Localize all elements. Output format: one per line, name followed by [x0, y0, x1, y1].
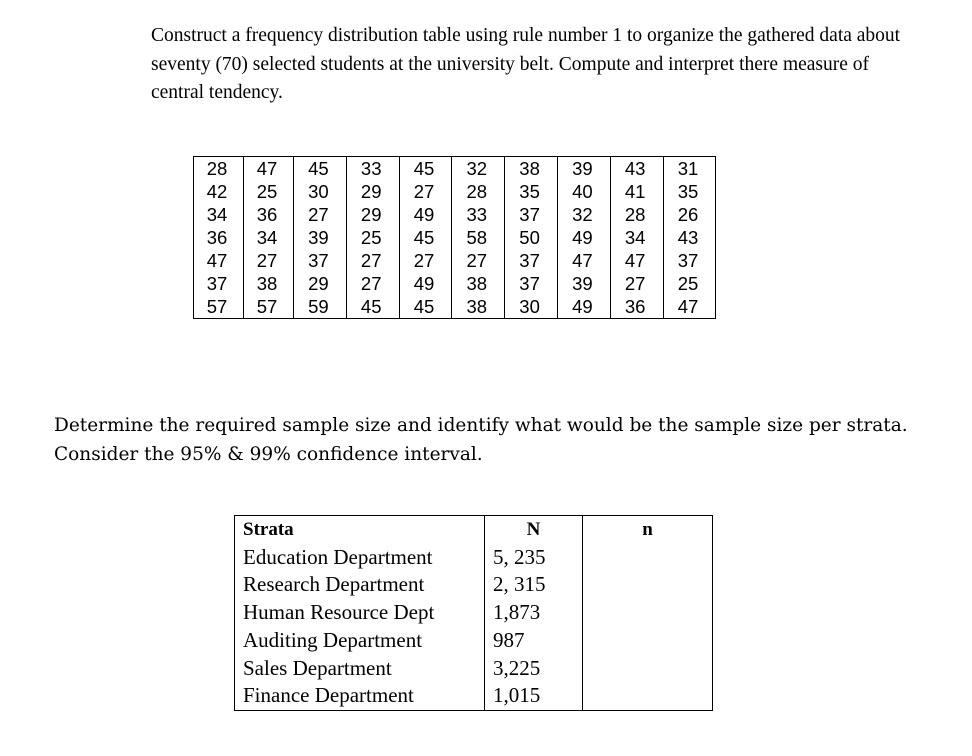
- data-cell: 50: [505, 226, 558, 249]
- data-cell: 27: [294, 203, 347, 226]
- data-row: [194, 295, 716, 319]
- strata-table: [234, 515, 713, 711]
- data-cell: 34: [244, 226, 294, 249]
- data-cell: 28: [194, 157, 244, 181]
- data-row: [194, 157, 716, 181]
- data-cell: 27: [399, 180, 452, 203]
- data-cell: 25: [663, 272, 716, 295]
- data-cell: 35: [505, 180, 558, 203]
- strata-row: [235, 543, 713, 571]
- data-cell: 27: [244, 249, 294, 272]
- data-cell: 38: [244, 272, 294, 295]
- strata-sample: [583, 599, 713, 627]
- strata-population: 3,225: [485, 654, 583, 682]
- data-cell: 47: [663, 295, 716, 319]
- data-cell: 34: [194, 203, 244, 226]
- data-cell: 39: [557, 157, 610, 181]
- strata-name: Sales Department: [235, 654, 485, 682]
- strata-row: [235, 654, 713, 682]
- data-cell: 36: [244, 203, 294, 226]
- data-cell: 42: [194, 180, 244, 203]
- data-cell: 37: [194, 272, 244, 295]
- data-cell: 45: [346, 295, 399, 319]
- strata-sample: [583, 627, 713, 655]
- data-cell: 25: [244, 180, 294, 203]
- student-data-table: [193, 156, 716, 319]
- data-cell: 47: [610, 249, 663, 272]
- data-cell: 45: [399, 157, 452, 181]
- data-cell: 32: [557, 203, 610, 226]
- data-cell: 38: [452, 295, 505, 319]
- data-cell: 25: [346, 226, 399, 249]
- data-cell: 47: [557, 249, 610, 272]
- header-strata: Strata: [235, 516, 485, 544]
- strata-name: Auditing Department: [235, 627, 485, 655]
- data-cell: 30: [505, 295, 558, 319]
- data-cell: 33: [452, 203, 505, 226]
- strata-sample: [583, 543, 713, 571]
- instruction-frequency-distribution: Construct a frequency distribution table using rule number 1 to organize the gathered data about seventy (70) selected students at the university belt. Compute and interpret there measure of central tendency.: [151, 25, 901, 103]
- data-cell: 39: [294, 226, 347, 249]
- strata-name: Human Resource Dept: [235, 599, 485, 627]
- data-cell: 28: [452, 180, 505, 203]
- data-cell: 26: [663, 203, 716, 226]
- data-cell: 37: [663, 249, 716, 272]
- data-cell: 29: [346, 180, 399, 203]
- data-cell: 49: [399, 203, 452, 226]
- strata-population: 5, 235: [485, 543, 583, 571]
- cropped-text-line: [40, 0, 890, 5]
- data-row: [194, 203, 716, 226]
- data-cell: 33: [346, 157, 399, 181]
- data-cell: 49: [557, 226, 610, 249]
- data-cell: 31: [663, 157, 716, 181]
- header-n: n: [583, 516, 713, 544]
- data-cell: 37: [505, 203, 558, 226]
- data-cell: 39: [557, 272, 610, 295]
- data-cell: 45: [399, 226, 452, 249]
- data-cell: 47: [244, 157, 294, 181]
- data-row: [194, 180, 716, 203]
- strata-name: Education Department: [235, 543, 485, 571]
- strata-population: 2, 315: [485, 571, 583, 599]
- data-cell: 58: [452, 226, 505, 249]
- data-cell: 47: [194, 249, 244, 272]
- data-row: [194, 249, 716, 272]
- header-N: N: [485, 516, 583, 544]
- data-cell: 27: [610, 272, 663, 295]
- data-cell: 29: [346, 203, 399, 226]
- instruction-sample-size: Determine the required sample size and identify what would be the sample size per strata. Consider the 95% & 99% confidence interval.: [54, 415, 908, 465]
- data-cell: 45: [399, 295, 452, 319]
- data-cell: 36: [610, 295, 663, 319]
- strata-name: Finance Department: [235, 682, 485, 710]
- strata-population: 987: [485, 627, 583, 655]
- data-cell: 37: [505, 249, 558, 272]
- strata-sample: [583, 682, 713, 710]
- data-cell: 59: [294, 295, 347, 319]
- data-cell: 34: [610, 226, 663, 249]
- data-cell: 38: [452, 272, 505, 295]
- data-cell: 38: [505, 157, 558, 181]
- strata-sample: [583, 654, 713, 682]
- strata-row: [235, 599, 713, 627]
- strata-name: Research Department: [235, 571, 485, 599]
- strata-sample: [583, 571, 713, 599]
- strata-population: 1,873: [485, 599, 583, 627]
- data-cell: 27: [346, 249, 399, 272]
- data-cell: 37: [294, 249, 347, 272]
- data-cell: 43: [663, 226, 716, 249]
- data-cell: 28: [610, 203, 663, 226]
- data-cell: 32: [452, 157, 505, 181]
- strata-row: [235, 571, 713, 599]
- data-row: [194, 226, 716, 249]
- strata-header-row: [235, 516, 713, 544]
- data-cell: 30: [294, 180, 347, 203]
- data-cell: 49: [399, 272, 452, 295]
- data-cell: 36: [194, 226, 244, 249]
- strata-row: [235, 627, 713, 655]
- data-cell: 37: [505, 272, 558, 295]
- data-cell: 35: [663, 180, 716, 203]
- data-cell: 57: [244, 295, 294, 319]
- data-cell: 27: [399, 249, 452, 272]
- data-cell: 43: [610, 157, 663, 181]
- data-cell: 41: [610, 180, 663, 203]
- data-cell: 49: [557, 295, 610, 319]
- data-row: [194, 272, 716, 295]
- data-cell: 29: [294, 272, 347, 295]
- data-cell: 27: [346, 272, 399, 295]
- data-cell: 57: [194, 295, 244, 319]
- data-cell: 27: [452, 249, 505, 272]
- data-cell: 40: [557, 180, 610, 203]
- strata-population: 1,015: [485, 682, 583, 710]
- data-cell: 45: [294, 157, 347, 181]
- strata-row: [235, 682, 713, 710]
